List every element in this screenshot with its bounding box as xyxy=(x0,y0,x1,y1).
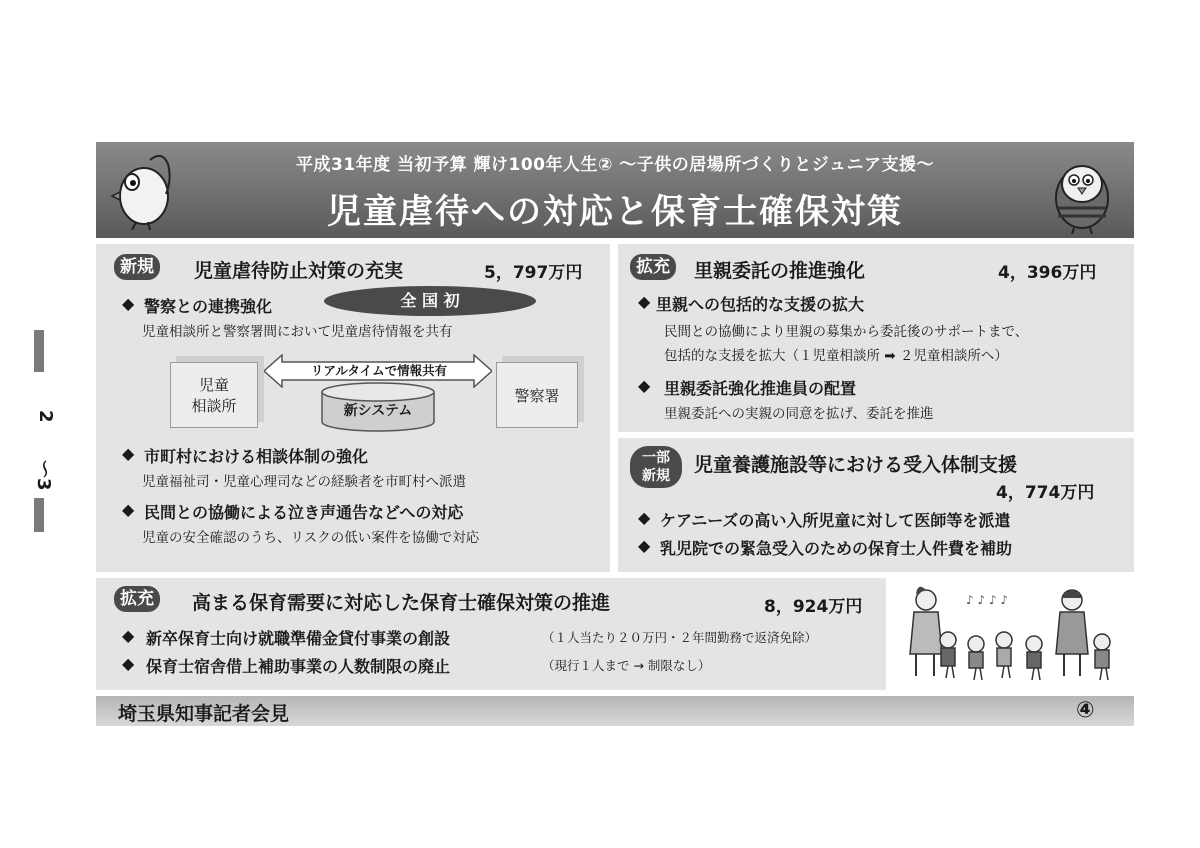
foster-section-title: 里親委託の推進強化 xyxy=(694,260,866,282)
margin-page-range xyxy=(26,460,56,491)
item-detail: 里親委託への実親の同意を拡げ、委託を推進 xyxy=(664,406,934,422)
foster-section-amount: 4，396万円 xyxy=(998,263,1097,283)
item-dormitory-subsidy xyxy=(122,654,882,678)
bullet-icon: ◆ xyxy=(122,444,135,463)
bullet-icon: ◆ xyxy=(122,294,135,313)
footer-label: 埼玉県知事記者会見 xyxy=(118,703,290,725)
mascot-left-icon xyxy=(110,150,180,232)
item-detail: 児童相談所と警察署間において児童虐待情報を共有 xyxy=(142,324,453,340)
page-number: ④ xyxy=(1076,698,1095,723)
item-title: 市町村における相談体制の強化 xyxy=(144,447,369,466)
item-note: （１人当たり２０万円・２年間勤務で返済免除） xyxy=(542,630,818,645)
bullet-icon: ◆ xyxy=(638,536,651,555)
national-first-label: 全 国 初 xyxy=(400,291,460,310)
bullet-icon: ◆ xyxy=(122,500,135,519)
facility-section-amount: 4，774万円 xyxy=(996,483,1095,503)
item-title: 乳児院での緊急受入のための保育士人件費を補助 xyxy=(660,539,1013,558)
item-employment-loan xyxy=(122,626,882,650)
new-system-label xyxy=(318,400,438,420)
mascot-right-icon xyxy=(1044,148,1120,234)
bottom-section-amount: 8，924万円 xyxy=(764,597,863,617)
item-foster-promoter xyxy=(638,376,1126,422)
partial-new-badge xyxy=(630,446,682,488)
realtime-share-text: リアルタイムで情報共有 xyxy=(310,363,448,378)
item-foster-support xyxy=(638,292,1126,364)
bullet-icon: ◆ xyxy=(638,508,651,527)
margin-page-number xyxy=(26,410,56,423)
police-station-box xyxy=(496,362,578,428)
item-municipal-consultation xyxy=(122,444,602,488)
national-first-tag xyxy=(324,286,536,316)
item-title: 新卒保育士向け就職準備金貸付事業の創設 xyxy=(146,629,451,648)
bullet-icon: ◆ xyxy=(122,654,135,673)
partial-new-line1: 一部 xyxy=(642,450,670,466)
item-detail: 児童の安全確認のうち、リスクの低い案件を協働で対応 xyxy=(142,530,480,546)
margin-mark-top xyxy=(34,330,44,372)
facility-section-title: 児童養護施設等における受入体制支援 xyxy=(694,454,1018,476)
new-system-text: 新システム xyxy=(343,403,413,419)
item-title: ケアニーズの高い入所児童に対して医師等を派遣 xyxy=(660,511,1011,530)
foster-section-header xyxy=(630,254,1126,282)
bullet-icon: ◆ xyxy=(638,376,651,395)
item-title: 民間との協働による泣き声通告などへの対応 xyxy=(144,503,464,522)
item-title: 里親への包括的な支援の拡大 xyxy=(656,295,865,314)
header-title: 児童虐待への対応と保育士確保対策 xyxy=(327,192,903,232)
item-police-cooperation xyxy=(122,292,602,340)
expand-badge: 拡充 xyxy=(114,586,160,612)
child-consultation-box xyxy=(170,362,258,428)
new-badge: 新規 xyxy=(114,254,160,280)
item-detail: 児童福祉司・児童心理司などの経験者を市町村へ派遣 xyxy=(142,474,466,490)
realtime-share-label xyxy=(284,361,474,379)
expand-badge: 拡充 xyxy=(630,254,676,280)
police-station-label: 警察署 xyxy=(514,386,560,405)
item-title: 里親委託強化推進員の配置 xyxy=(664,379,857,398)
margin-number-2: 2 xyxy=(35,410,56,423)
item-infant-home-subsidy xyxy=(638,536,1126,560)
item-title: 保育士宿舎借上補助事業の人数制限の廃止 xyxy=(146,657,451,676)
header-subtitle: 平成31年度 当初予算 輝け100年人生② ～子供の居場所づくりとジュニア支援～ xyxy=(296,155,934,175)
item-note: （現行１人まで → 制限なし） xyxy=(542,658,711,673)
margin-number-3: ～3 xyxy=(33,460,54,491)
child-consultation-label: 児童 相談所 xyxy=(191,376,237,415)
partial-new-line2: 新規 xyxy=(642,468,670,484)
children-illustration-icon xyxy=(896,578,1130,690)
left-section-title: 児童虐待防止対策の充実 xyxy=(194,260,404,282)
bottom-section-header xyxy=(112,586,882,617)
item-private-cooperation xyxy=(122,500,602,544)
svg-text:♪ ♪ ♪ ♪: ♪ ♪ ♪ ♪ xyxy=(966,593,1009,607)
item-doctor-dispatch xyxy=(638,508,1126,532)
item-title: 警察との連携強化 xyxy=(144,297,273,316)
bottom-section-title: 高まる保育需要に対応した保育士確保対策の推進 xyxy=(192,592,611,614)
left-section-amount: 5，797万円 xyxy=(484,263,583,283)
item-detail-1: 民間との協働により里親の募集から委託後のサポートまで、 xyxy=(664,324,1029,340)
margin-mark-bottom xyxy=(34,498,44,532)
item-detail-2: 包括的な支援を拡大（１児童相談所 ➡ ２児童相談所へ） xyxy=(664,348,1008,364)
bullet-icon: ◆ xyxy=(638,292,651,311)
header-banner xyxy=(96,142,1134,238)
left-section-header xyxy=(112,254,602,282)
bullet-icon: ◆ xyxy=(122,626,135,645)
footer-bar xyxy=(96,696,1134,726)
